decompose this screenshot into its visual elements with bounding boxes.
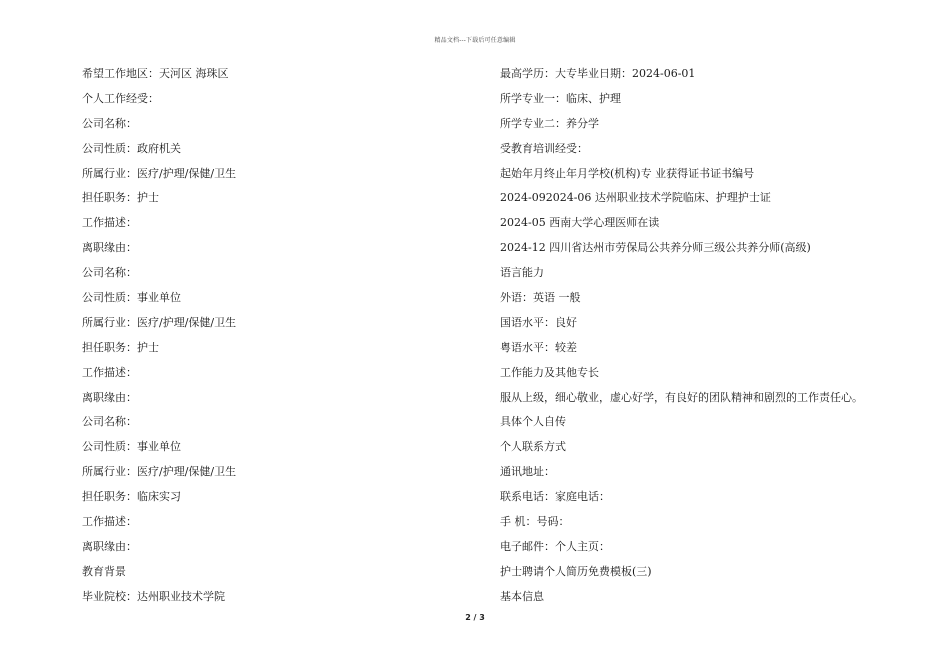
section-heading: 个人联系方式 bbox=[500, 440, 566, 454]
text-line: 公司性质：事业单位 bbox=[82, 440, 181, 454]
text-line: 希望工作地区：天河区 海珠区 bbox=[82, 67, 229, 80]
left-column bbox=[82, 66, 442, 614]
text-line: 离职缘由： bbox=[82, 241, 137, 255]
section-heading: 具体个人自传 bbox=[500, 415, 566, 429]
right-column bbox=[500, 66, 920, 614]
text-line: 所属行业：医疗/护理/保健/卫生 bbox=[82, 315, 237, 329]
text-line: 2024-12 四川省达州市劳保局公共养分师三级公共养分师(高级) bbox=[500, 241, 811, 255]
text-line: 最高学历：大专毕业日期：2024-06-01 bbox=[500, 67, 696, 80]
text-line: 工作描述： bbox=[82, 365, 137, 379]
text-line: 所学专业二：养分学 bbox=[500, 116, 599, 130]
section-heading: 教育背景 bbox=[82, 564, 126, 578]
text-line: 所属行业：医疗/护理/保健/卫生 bbox=[82, 166, 237, 180]
text-line: 电子邮件：个人主页： bbox=[500, 539, 610, 553]
text-line: 离职缘由： bbox=[82, 539, 137, 553]
section-heading: 语言能力 bbox=[500, 266, 544, 280]
section-heading: 基本信息 bbox=[500, 589, 544, 603]
text-line: 工作描述： bbox=[82, 216, 137, 230]
text-line: 公司性质：政府机关 bbox=[82, 141, 181, 155]
text-line: 毕业院校：达州职业技术学院 bbox=[82, 589, 225, 603]
text-line: 离职缘由： bbox=[82, 390, 137, 404]
text-line: 担任职务：护士 bbox=[82, 340, 159, 354]
document-title: 护士聘请个人简历免费模板(三) bbox=[500, 564, 652, 578]
text-line: 公司性质：事业单位 bbox=[82, 291, 181, 305]
text-line: 担任职务：临床实习 bbox=[82, 490, 181, 504]
text-line: 2024-092024-06 达州职业技术学院临床、护理护士证 bbox=[500, 191, 771, 205]
text-line: 所学专业一：临床、护理 bbox=[500, 91, 621, 105]
text-line: 起始年月终止年月学校(机构)专 业获得证书证书编号 bbox=[500, 166, 755, 180]
text-line: 担任职务：护士 bbox=[82, 191, 159, 205]
text-line: 外语：英语 一般 bbox=[500, 291, 581, 305]
text-line: 受教育培训经受： bbox=[500, 141, 588, 155]
text-line: 个人工作经受： bbox=[82, 91, 159, 105]
page-number: 2 / 3 bbox=[465, 613, 485, 622]
page-header-note: 精品文档---下载后可任意编辑 bbox=[434, 37, 516, 44]
text-line: 公司名称： bbox=[82, 415, 137, 429]
text-line: 公司名称： bbox=[82, 116, 137, 130]
text-line: 2024-05 西南大学心理医师在读 bbox=[500, 216, 660, 230]
text-line: 工作描述： bbox=[82, 515, 137, 529]
text-line: 手 机：号码： bbox=[500, 515, 570, 529]
text-line: 服从上级，细心敬业，虚心好学，有良好的团队精神和剧烈的工作责任心。 bbox=[500, 390, 863, 404]
text-line: 所属行业：医疗/护理/保健/卫生 bbox=[82, 465, 237, 479]
text-line: 联系电话：家庭电话： bbox=[500, 490, 610, 504]
text-line: 国语水平：良好 bbox=[500, 315, 577, 329]
text-line: 公司名称： bbox=[82, 266, 137, 280]
text-line: 粤语水平：较差 bbox=[500, 340, 577, 354]
text-line: 通讯地址： bbox=[500, 465, 555, 479]
section-heading: 工作能力及其他专长 bbox=[500, 365, 599, 379]
